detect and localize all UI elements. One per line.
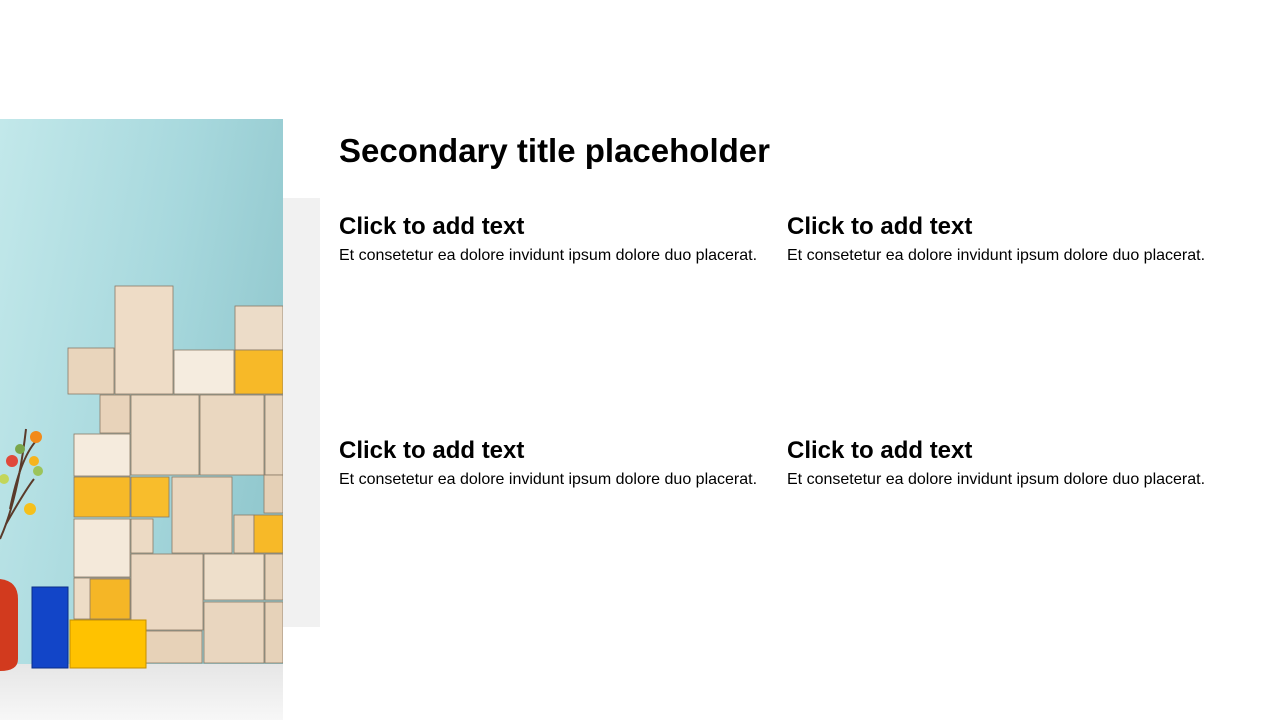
text-block-heading[interactable]: Click to add text	[787, 437, 973, 464]
accent-panel	[283, 198, 320, 627]
text-block-2[interactable]	[787, 212, 1227, 266]
text-block-4[interactable]	[787, 436, 1227, 490]
text-block-body[interactable]: Et consetetur ea dolore invidunt ipsum dolore duo placerat.	[787, 471, 1206, 488]
text-block-1[interactable]	[339, 212, 779, 266]
blocks-photo	[0, 119, 283, 720]
text-block-body[interactable]: Et consetetur ea dolore invidunt ipsum dolore duo placerat.	[339, 247, 758, 264]
text-block-heading[interactable]: Click to add text	[787, 213, 973, 240]
slide-title[interactable]: Secondary title placeholder	[339, 132, 770, 169]
text-block-3[interactable]	[339, 436, 779, 490]
text-block-heading[interactable]: Click to add text	[339, 437, 525, 464]
text-block-body[interactable]: Et consetetur ea dolore invidunt ipsum dolore duo placerat.	[787, 247, 1206, 264]
text-block-body[interactable]: Et consetetur ea dolore invidunt ipsum dolore duo placerat.	[339, 471, 758, 488]
text-block-heading[interactable]: Click to add text	[339, 213, 525, 240]
